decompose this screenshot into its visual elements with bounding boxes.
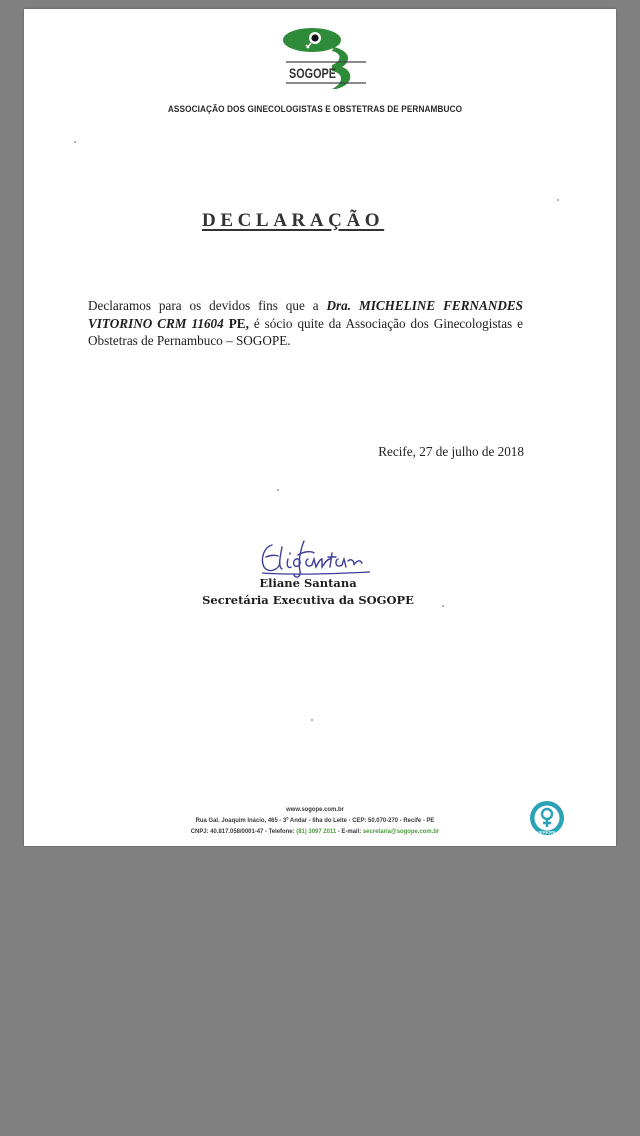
handwritten-signature [242, 537, 372, 581]
scan-speck [277, 489, 279, 491]
association-name: ASSOCIAÇÃO DOS GINECOLOGISTAS E OBSTETRAS DE PERNAMBUCO [167, 104, 463, 115]
document-page [24, 9, 616, 846]
scan-speck [311, 719, 313, 721]
seal-icon [529, 800, 565, 836]
scan-speck [557, 199, 559, 201]
sogope-logo [262, 27, 368, 89]
footer-email: secretaria@sogope.com.br [362, 828, 440, 835]
doctor-state: PE, [223, 315, 249, 331]
footer-phone: (81) 3097 2011 [296, 828, 337, 835]
footer [24, 804, 606, 837]
doctor-name: Dra. MICHELINE FERNANDES VITORINO CRM 11604 [88, 298, 523, 331]
scan-speck [442, 605, 444, 607]
body-intro: Declaramos para os devidos fins que a [88, 298, 327, 313]
signer-role: Secretária Executiva da SOGOPE [202, 593, 414, 607]
footer-cnpj-label: CNPJ: 40.817.058/0001-47 - Telefone: [190, 828, 297, 835]
footer-website: www.sogope.com.br [286, 806, 344, 813]
logo-text: SOGOPE [289, 65, 336, 81]
footer-email-label: - E-mail: [336, 828, 363, 835]
document-title: DECLARAÇÃO [202, 210, 385, 231]
seal-text: SOGOPE [538, 829, 556, 835]
date-line: Recife, 27 de julho de 2018 [378, 444, 524, 459]
footer-address: Rua Gal. Joaquim Inácio, 465 - 3º Andar - Ilha do Leite - CEP: 50.070-270 - Recife - PE [195, 817, 435, 824]
signer-name: Eliane Santana [259, 576, 357, 590]
footer-contact [53, 826, 577, 837]
scan-speck [74, 141, 76, 143]
body-rest: é sócio quite da Associação dos Ginecologistas e Obstetras de Pernambuco – SOGOPE. [88, 315, 523, 348]
declaration-body [88, 297, 523, 350]
